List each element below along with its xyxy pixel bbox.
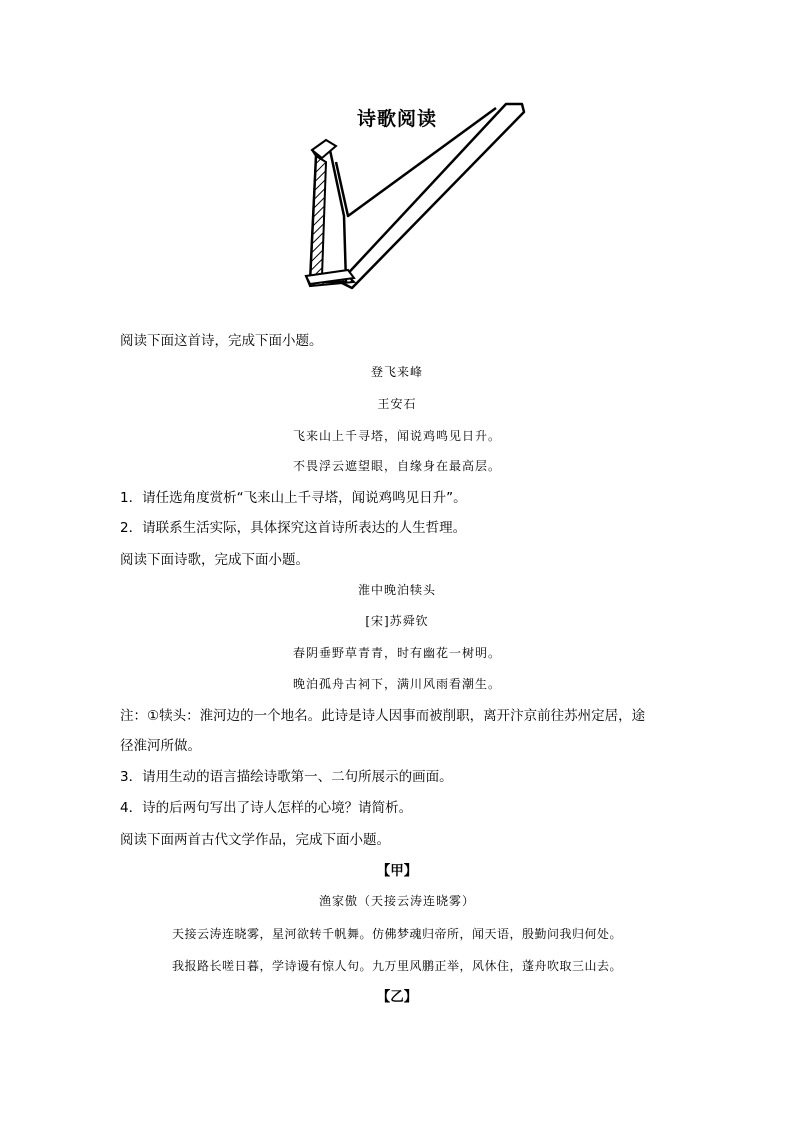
- poem-title-1: 登飞来峰: [370, 365, 423, 379]
- question-1: 1．请任选角度赏析“飞来山上千寻塔，闻说鸡鸣见日升”。: [120, 490, 467, 506]
- poem-line-1-2: 不畏浮云遮望眼，自缘身在最高层。: [292, 459, 501, 473]
- part-a-heading: 【甲】: [376, 863, 418, 879]
- instruction-1: 阅读下面这首诗，完成下面小题。: [120, 333, 323, 349]
- poem-author-1: 王安石: [377, 397, 417, 411]
- poem-title-3: 渔家傲（天接云涛连晓雾）: [318, 894, 475, 908]
- note-line-2: 径淮河所做。: [120, 738, 201, 754]
- part-b-heading: 【乙】: [376, 989, 418, 1005]
- question-3: 3．请用生动的语言描绘诗歌第一、二句所展示的画面。: [120, 769, 453, 785]
- question-2: 2．请联系生活实际，具体探究这首诗所表达的人生哲理。: [120, 520, 467, 536]
- poem-author-2: [宋]苏舜钦: [365, 614, 429, 628]
- question-4: 4．诗的后两句写出了诗人怎样的心境？请简析。: [120, 800, 413, 816]
- poem-line-1-1: 飞来山上千寻塔，闻说鸡鸣见日升。: [292, 429, 501, 443]
- page-title: 诗歌阅读: [356, 108, 437, 130]
- instruction-3: 阅读下面两首古代文学作品，完成下面小题。: [120, 832, 390, 848]
- instruction-2: 阅读下面诗歌，完成下面小题。: [120, 552, 309, 568]
- poem-title-2: 淮中晚泊犊头: [357, 583, 436, 597]
- poem-line-2-1: 春阴垂野草青青，时有幽花一树明。: [292, 646, 501, 660]
- poem-line-3-2: 我报路长嗟日暮，学诗谩有惊人句。九万里风鹏正举，风休住，蓬舟吹取三山去。: [171, 959, 622, 973]
- note-line-1: 注：①犊头：淮河边的一个地名。此诗是诗人因事而被削职，离开汴京前往苏州定居，途: [120, 708, 646, 724]
- poem-line-3-1: 天接云涛连晓雾，星河欲转千帆舞。仿佛梦魂归帝所，闻天语，殷勤问我归何处。: [171, 927, 622, 941]
- poem-line-2-2: 晚泊孤舟古祠下，满川风雨看潮生。: [292, 677, 501, 691]
